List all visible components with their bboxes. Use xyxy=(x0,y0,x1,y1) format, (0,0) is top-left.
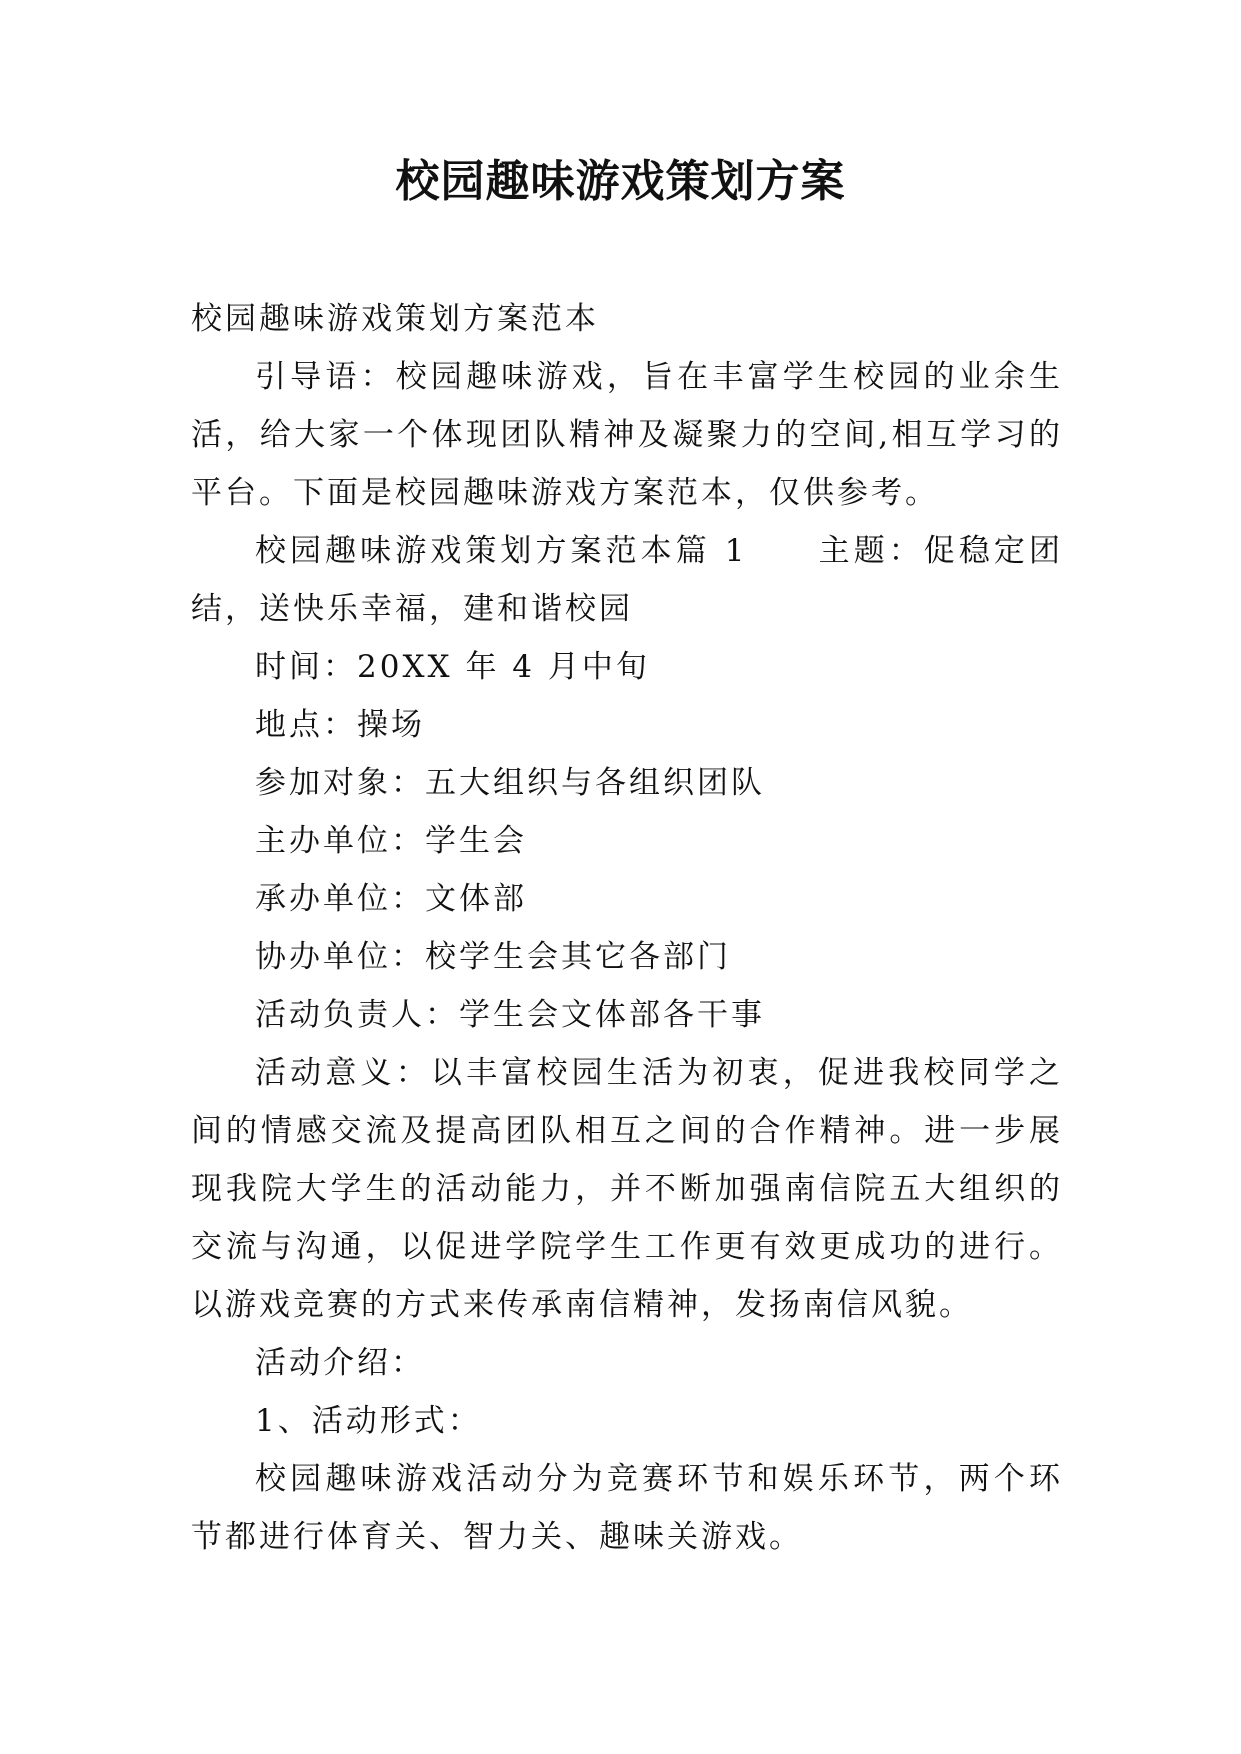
paragraph-significance: 活动意义：以丰富校园生活为初衷，促进我校同学之间的情感交流及提高团队相互之间的合作精神。进一步展现我院大学生的活动能力，并不断加强南信院五大组织的交流与沟通，以促进学院学生工作更有效更成功的进行。以游戏竞赛的方式来传承南信精神，发扬南信风貌。 xyxy=(191,1055,1063,1323)
paragraph-format-heading: 1、活动形式： xyxy=(255,1403,482,1439)
paragraph-theme: 校园趣味游戏策划方案范本篇 1 主题：促稳定团结，送快乐幸福，建和谐校园 xyxy=(191,533,1063,627)
paragraph-co-organizer: 协办单位：校学生会其它各部门 xyxy=(255,939,731,975)
paragraph-format-detail: 校园趣味游戏活动分为竞赛环节和娱乐环节，两个环节都进行体育关、智力关、趣味关游戏。 xyxy=(191,1461,1063,1555)
document-subtitle: 校园趣味游戏策划方案范本 xyxy=(191,301,599,337)
paragraph-responsible: 活动负责人：学生会文体部各干事 xyxy=(255,997,765,1033)
paragraph-time: 时间：20XX 年 4 月中旬 xyxy=(255,649,650,685)
paragraph-introduction-heading: 活动介绍： xyxy=(255,1345,425,1381)
paragraph-location: 地点：操场 xyxy=(255,707,425,743)
paragraph-undertaker: 承办单位：文体部 xyxy=(255,881,527,917)
paragraph-organizer: 主办单位：学生会 xyxy=(255,823,527,859)
paragraph-intro: 引导语：校园趣味游戏，旨在丰富学生校园的业余生活，给大家一个体现团队精神及凝聚力的空间,相互学习的平台。下面是校园趣味游戏方案范本，仅供参考。 xyxy=(191,359,1063,511)
paragraph-participants: 参加对象：五大组织与各组织团队 xyxy=(255,765,765,801)
document-title: 校园趣味游戏策划方案 xyxy=(395,156,846,207)
document-body xyxy=(191,290,1063,1566)
